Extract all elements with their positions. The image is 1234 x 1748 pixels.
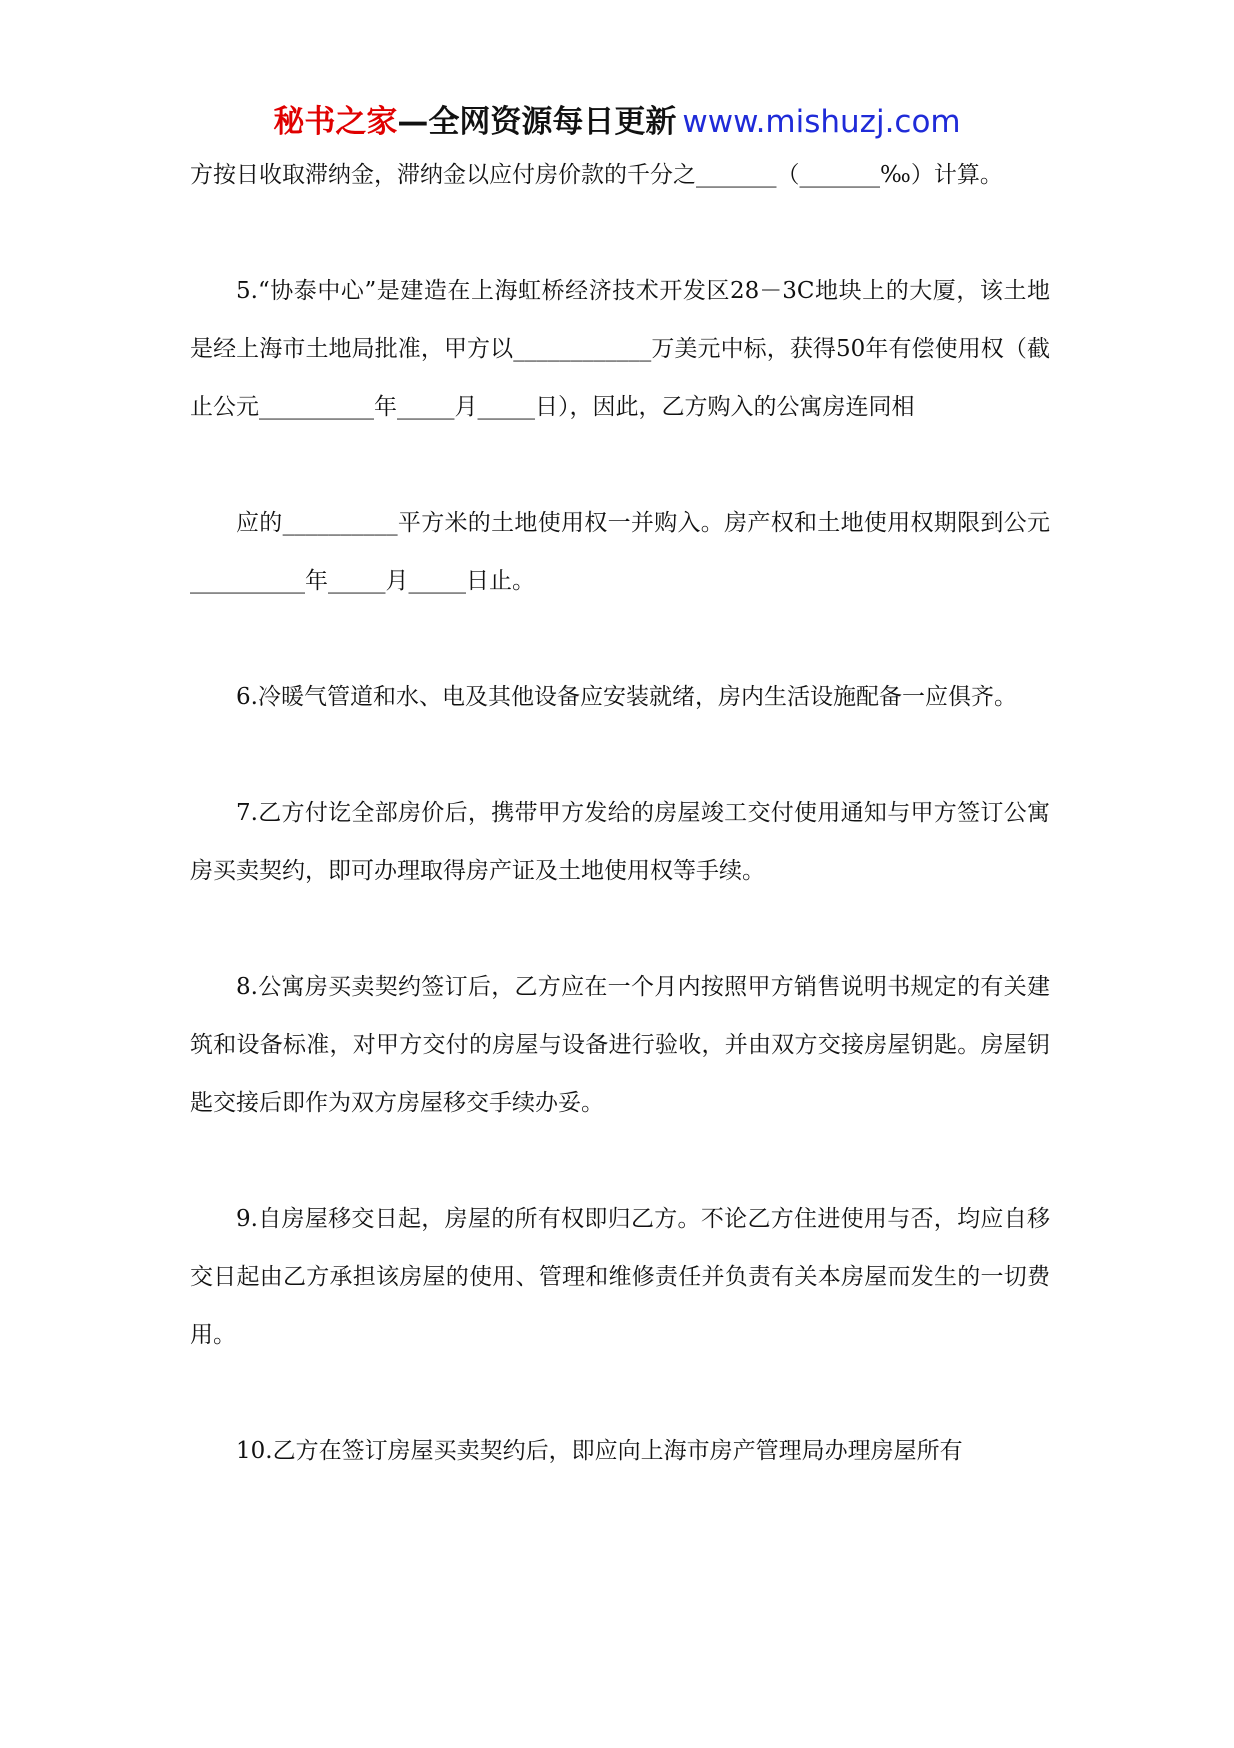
site-url[interactable]: www.mishuzj.com <box>682 104 961 140</box>
paragraph-clause-7: 7.乙方付讫全部房价后，携带甲方发给的房屋竣工交付使用通知与甲方签订公寓房买卖契约，即可办理取得房产证及土地使用权等手续。 <box>190 800 1050 884</box>
paragraph-clause-9: 9.自房屋移交日起，房屋的所有权即归乙方。不论乙方住进使用与否，均应自移交日起由乙方承担该房屋的使用、管理和维修责任并负责有关本房屋而发生的一切费用。 <box>190 1206 1050 1348</box>
paragraph-clause-8: 8.公寓房买卖契约签订后，乙方应在一个月内按照甲方销售说明书规定的有关建筑和设备标准，对甲方交付的房屋与设备进行验收，并由双方交接房屋钥匙。房屋钥匙交接后即作为双方房屋移交手续办妥。 <box>190 974 1050 1116</box>
paragraph-clause-5-continued: 应的__________平方米的土地使用权一并购入。房产权和土地使用权期限到公元__________年_____月_____日止。 <box>190 510 1050 594</box>
paragraph-clause-5: 5.“协泰中心”是建造在上海虹桥经济技术开发区28－3C地块上的大厦，该土地是经上海市土地局批准，甲方以____________万美元中标，获得50年有偿使用权（截止公元__________年_____月_____日），因此，乙方购入的公寓房连同相 <box>190 278 1050 420</box>
paragraph-late-fee: 方按日收取滞纳金，滞纳金以应付房价款的千分之_______（_______‰）计算。 <box>190 162 1003 188</box>
document-body <box>190 146 1050 1480</box>
site-slogan: —全网资源每日更新 <box>397 104 677 140</box>
paragraph-clause-6: 6.冷暖气管道和水、电及其他设备应安装就绪，房内生活设施配备一应俱齐。 <box>236 684 1017 710</box>
paragraph-clause-10: 10.乙方在签订房屋买卖契约后，即应向上海市房产管理局办理房屋所有 <box>236 1438 963 1464</box>
site-header <box>0 100 1234 144</box>
brand-name: 秘书之家 <box>273 104 398 140</box>
